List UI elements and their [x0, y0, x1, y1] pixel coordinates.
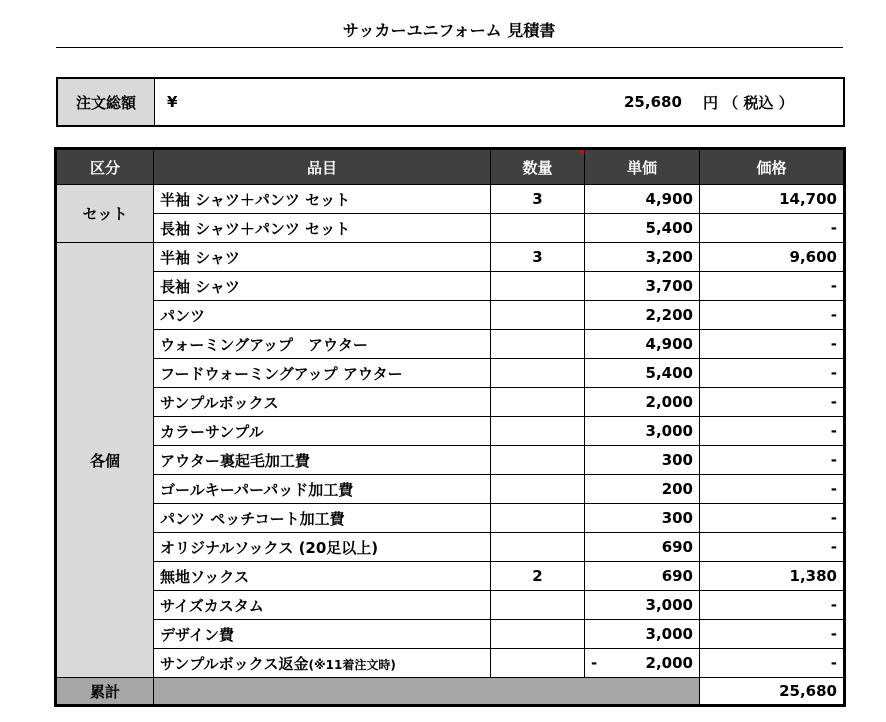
price-cell: -	[700, 301, 844, 330]
quantity-cell[interactable]: 3	[491, 185, 585, 214]
quantity-cell[interactable]: 2	[491, 562, 585, 591]
price-cell: -	[700, 214, 844, 243]
estimate-table	[56, 149, 844, 705]
table-row	[57, 330, 844, 359]
header-unit-price: 単価	[585, 150, 700, 185]
price-cell: -	[700, 591, 844, 620]
item-cell: パンツ	[154, 301, 491, 330]
unit-price-cell: 4,900	[585, 185, 700, 214]
unit-price-cell: 5,400	[585, 214, 700, 243]
quantity-cell[interactable]	[491, 533, 585, 562]
price-cell: -	[700, 649, 844, 678]
item-cell: オリジナルソックス (20足以上)	[154, 533, 491, 562]
order-total-amount: 25,680	[624, 93, 682, 111]
price-cell: -	[700, 417, 844, 446]
unit-price-cell: 2,200	[585, 301, 700, 330]
item-cell	[154, 649, 491, 678]
item-cell: 半袖 シャツ	[154, 243, 491, 272]
item-cell: ウォーミングアップ アウター	[154, 330, 491, 359]
table-header-row	[57, 150, 844, 185]
quantity-cell[interactable]	[491, 214, 585, 243]
header-price: 価格	[700, 150, 844, 185]
quantity-cell[interactable]	[491, 301, 585, 330]
quantity-cell[interactable]	[491, 388, 585, 417]
title-underline	[56, 47, 843, 48]
minus-sign: -	[591, 654, 598, 672]
order-total-value	[155, 79, 843, 125]
category-cell-individual: 各個	[57, 243, 154, 678]
price-cell: -	[700, 504, 844, 533]
unit-price-cell: 2,000	[585, 388, 700, 417]
quantity-cell[interactable]	[491, 417, 585, 446]
table-row	[57, 243, 844, 272]
header-item: 品目	[154, 150, 491, 185]
quantity-cell[interactable]	[491, 475, 585, 504]
sum-label: 累計	[57, 678, 154, 705]
price-cell: -	[700, 533, 844, 562]
sum-value: 25,680	[700, 678, 844, 705]
item-note: (※11着注文時)	[308, 657, 396, 672]
table-row	[57, 417, 844, 446]
table-row	[57, 562, 844, 591]
tax-included-note: 円 （ 税込 ）	[703, 93, 794, 112]
quantity-cell[interactable]	[491, 272, 585, 301]
quantity-cell[interactable]	[491, 649, 585, 678]
item-cell: サンプルボックス	[154, 388, 491, 417]
item-cell: アウター裏起毛加工費	[154, 446, 491, 475]
quantity-cell[interactable]	[491, 446, 585, 475]
item-cell: 半袖 シャツ＋パンツ セット	[154, 185, 491, 214]
unit-price-cell: 3,000	[585, 620, 700, 649]
price-cell: -	[700, 359, 844, 388]
price-cell: 14,700	[700, 185, 844, 214]
item-cell: デザイン費	[154, 620, 491, 649]
quantity-cell[interactable]	[491, 330, 585, 359]
table-row	[57, 359, 844, 388]
quantity-cell[interactable]	[491, 359, 585, 388]
unit-price-cell: 3,000	[585, 417, 700, 446]
item-cell: フードウォーミングアップ アウター	[154, 359, 491, 388]
price-cell: -	[700, 388, 844, 417]
table-row	[57, 185, 844, 214]
order-total-box	[56, 77, 845, 127]
unit-price-cell: 4,900	[585, 330, 700, 359]
unit-price-cell: 3,000	[585, 591, 700, 620]
table-row	[57, 388, 844, 417]
category-cell-set: セット	[57, 185, 154, 243]
table-row	[57, 301, 844, 330]
price-cell: 9,600	[700, 243, 844, 272]
sum-spacer	[154, 678, 700, 705]
table-row	[57, 214, 844, 243]
price-cell: -	[700, 330, 844, 359]
sum-row	[57, 678, 844, 705]
table-row	[57, 620, 844, 649]
table-row	[57, 591, 844, 620]
currency-symbol: ¥	[167, 93, 178, 111]
unit-price-cell: 300	[585, 504, 700, 533]
item-cell: パンツ ペッチコート加工費	[154, 504, 491, 533]
quantity-cell[interactable]	[491, 591, 585, 620]
quantity-cell[interactable]	[491, 504, 585, 533]
unit-price-cell: 5,400	[585, 359, 700, 388]
table-row	[57, 446, 844, 475]
quantity-cell[interactable]	[491, 620, 585, 649]
unit-price-cell: 690	[585, 562, 700, 591]
header-category: 区分	[57, 150, 154, 185]
price-cell: 1,380	[700, 562, 844, 591]
table-row	[57, 649, 844, 678]
unit-price-cell: 200	[585, 475, 700, 504]
price-cell: -	[700, 475, 844, 504]
item-label: サンプルボックス返金	[160, 654, 309, 673]
quantity-cell[interactable]: 3	[491, 243, 585, 272]
table-row	[57, 475, 844, 504]
unit-price-cell	[585, 649, 700, 678]
unit-price-cell: 690	[585, 533, 700, 562]
header-quantity: 数量	[491, 150, 585, 185]
item-cell: サイズカスタム	[154, 591, 491, 620]
unit-price-cell: 3,700	[585, 272, 700, 301]
price-cell: -	[700, 446, 844, 475]
page-title: サッカーユニフォーム 見積書	[342, 21, 556, 40]
order-total-label: 注文総額	[58, 79, 155, 125]
unit-price-value: 2,000	[645, 654, 693, 672]
item-cell: 長袖 シャツ	[154, 272, 491, 301]
item-cell: カラーサンプル	[154, 417, 491, 446]
unit-price-cell: 3,200	[585, 243, 700, 272]
item-cell: ゴールキーパーパッド加工費	[154, 475, 491, 504]
table-row	[57, 533, 844, 562]
unit-price-cell: 300	[585, 446, 700, 475]
table-row	[57, 272, 844, 301]
price-cell: -	[700, 272, 844, 301]
table-row	[57, 504, 844, 533]
item-cell: 無地ソックス	[154, 562, 491, 591]
price-cell: -	[700, 620, 844, 649]
item-cell: 長袖 シャツ＋パンツ セット	[154, 214, 491, 243]
